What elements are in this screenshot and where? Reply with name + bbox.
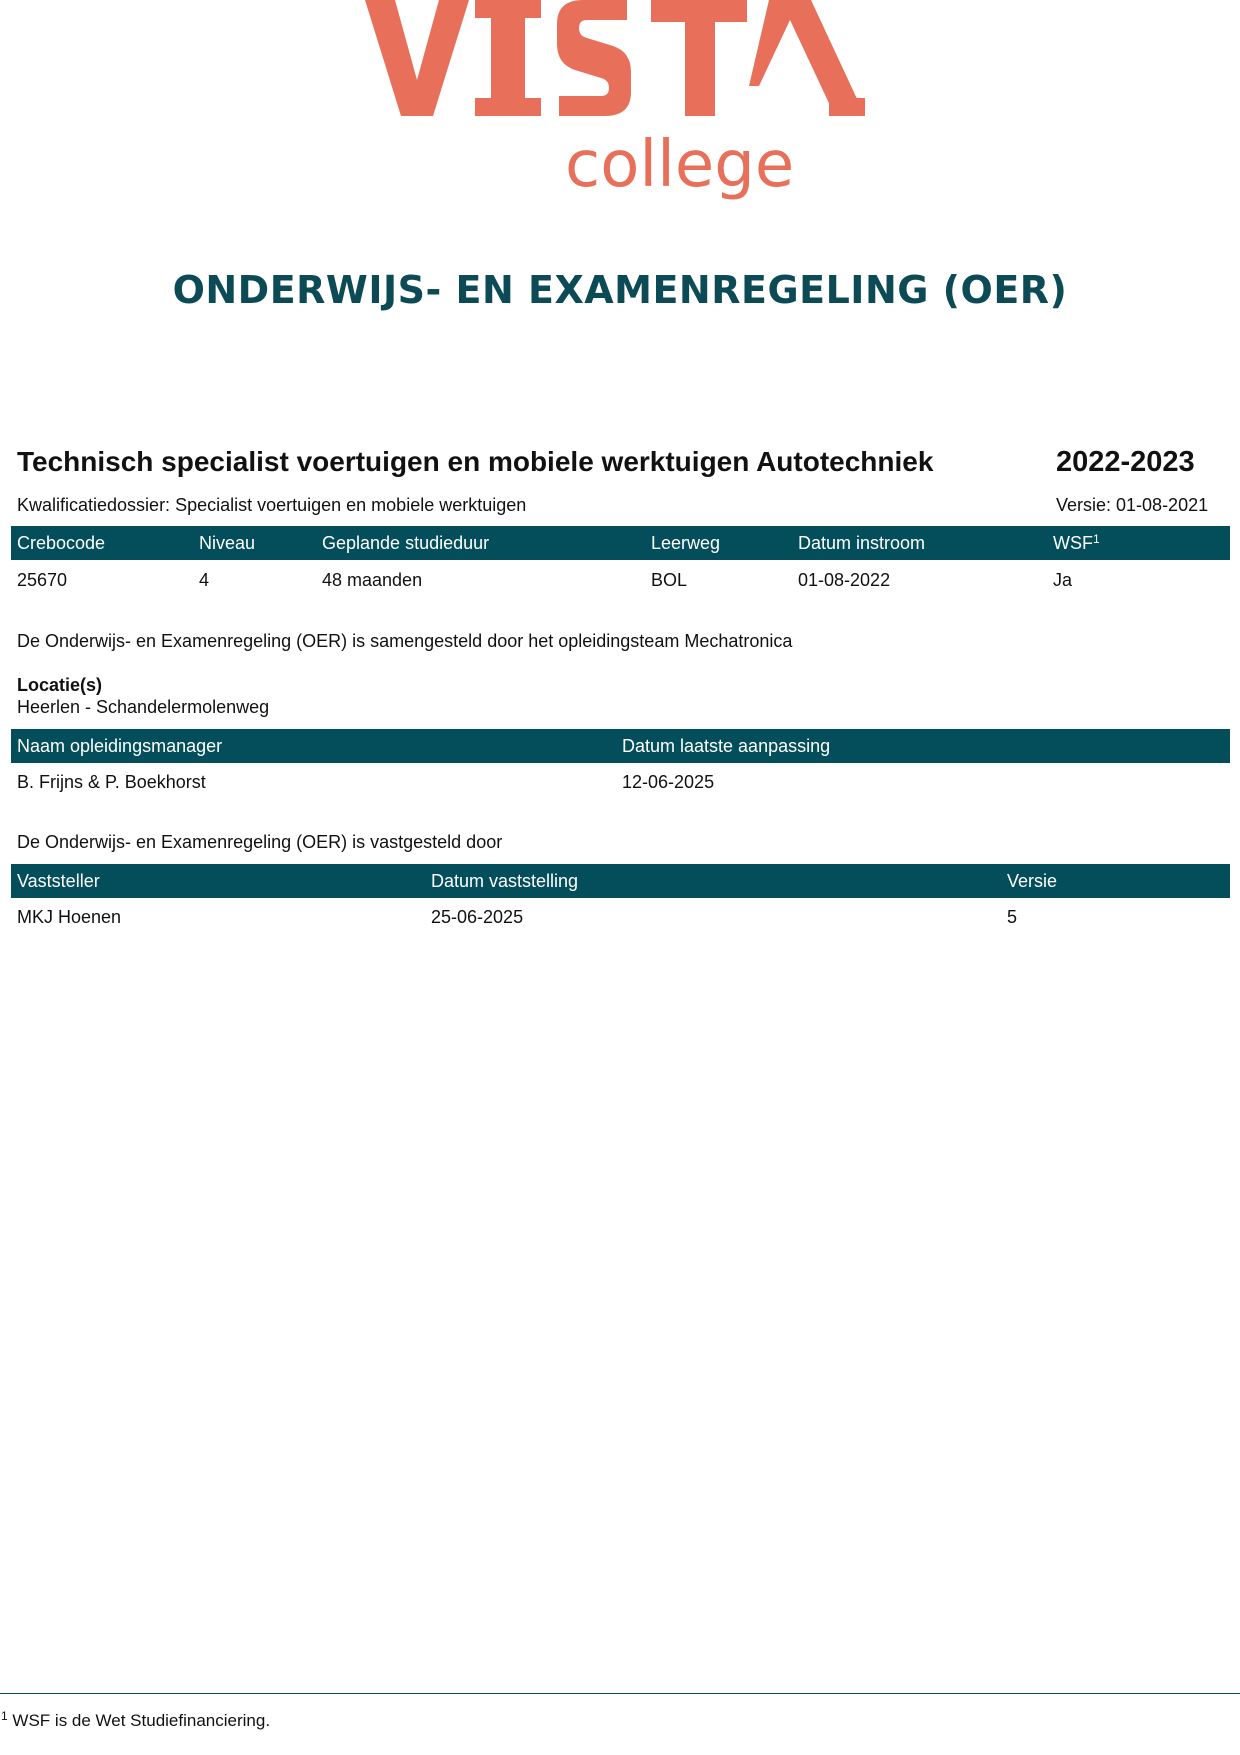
header-leerweg: Leerweg: [651, 533, 721, 553]
opleidingsmanager-value: B. Frijns & P. Boekhorst: [17, 772, 206, 792]
wsf-value: Ja: [1053, 570, 1073, 590]
studieduur-value: 48 maanden: [322, 570, 423, 590]
header-opleidingsmanager: Naam opleidingsmanager: [17, 736, 223, 756]
kwalificatiedossier: Kwalificatiedossier: Specialist voertuigen en mobiele werktuigen: [17, 495, 527, 515]
vastgesteld-text: De Onderwijs- en Examenregeling (OER) is vastgesteld door: [17, 832, 503, 852]
datum-instroom-value: 01-08-2022: [798, 570, 891, 590]
wsf-footnote-marker: 1: [1093, 532, 1100, 546]
program-year: 2022-2023: [1056, 446, 1195, 478]
dossier-versie: Versie: 01-08-2021: [1056, 495, 1209, 515]
manager-table-header: [11, 729, 1230, 763]
footnote-text: WSF is de Wet Studiefinanciering.: [12, 1711, 271, 1730]
header-datum-instroom: Datum instroom: [798, 533, 926, 553]
header-versie: Versie: [1007, 871, 1058, 891]
header-niveau: Niveau: [199, 533, 256, 553]
locatie-value: Heerlen - Schandelermolenweg: [17, 697, 270, 717]
locatie-label: Locatie(s): [17, 675, 103, 695]
vaststelling-table-header: [11, 864, 1230, 898]
program-info-table-header: [11, 526, 1230, 560]
header-vaststeller: Vaststeller: [17, 871, 100, 891]
logo-college-text: college: [565, 128, 795, 202]
program-title: Technisch specialist voertuigen en mobiele werktuigen Autotechniek: [17, 446, 934, 477]
page-title: ONDERWIJS- EN EXAMENREGELING (OER): [172, 268, 1068, 312]
table-row: [11, 900, 1230, 934]
samengesteld-text: De Onderwijs- en Examenregeling (OER) is samengesteld door het opleidingsteam Mechatronica: [17, 631, 793, 651]
header-datum-vaststelling: Datum vaststelling: [431, 871, 579, 891]
wsf-label: WSF: [1053, 533, 1093, 553]
footnote-marker: 1: [1, 1709, 8, 1723]
leerweg-value: BOL: [651, 570, 688, 590]
footnote-divider: [0, 1693, 1240, 1694]
versie-value: 5: [1007, 907, 1018, 927]
niveau-value: 4: [199, 570, 210, 590]
datum-vaststelling-value: 25-06-2025: [431, 907, 524, 927]
laatste-aanpassing-value: 12-06-2025: [622, 772, 715, 792]
header-laatste-aanpassing: Datum laatste aanpassing: [622, 736, 831, 756]
footnote: [1, 1711, 270, 1731]
header-wsf: [1053, 526, 1100, 560]
crebocode-value: 25670: [17, 570, 68, 590]
header-crebocode: Crebocode: [17, 533, 106, 553]
vaststeller-value: MKJ Hoenen: [17, 907, 122, 927]
table-row: [11, 563, 1230, 597]
vista-college-logo: [365, 0, 885, 205]
table-row: [11, 765, 1230, 799]
header-studieduur: Geplande studieduur: [322, 533, 490, 553]
